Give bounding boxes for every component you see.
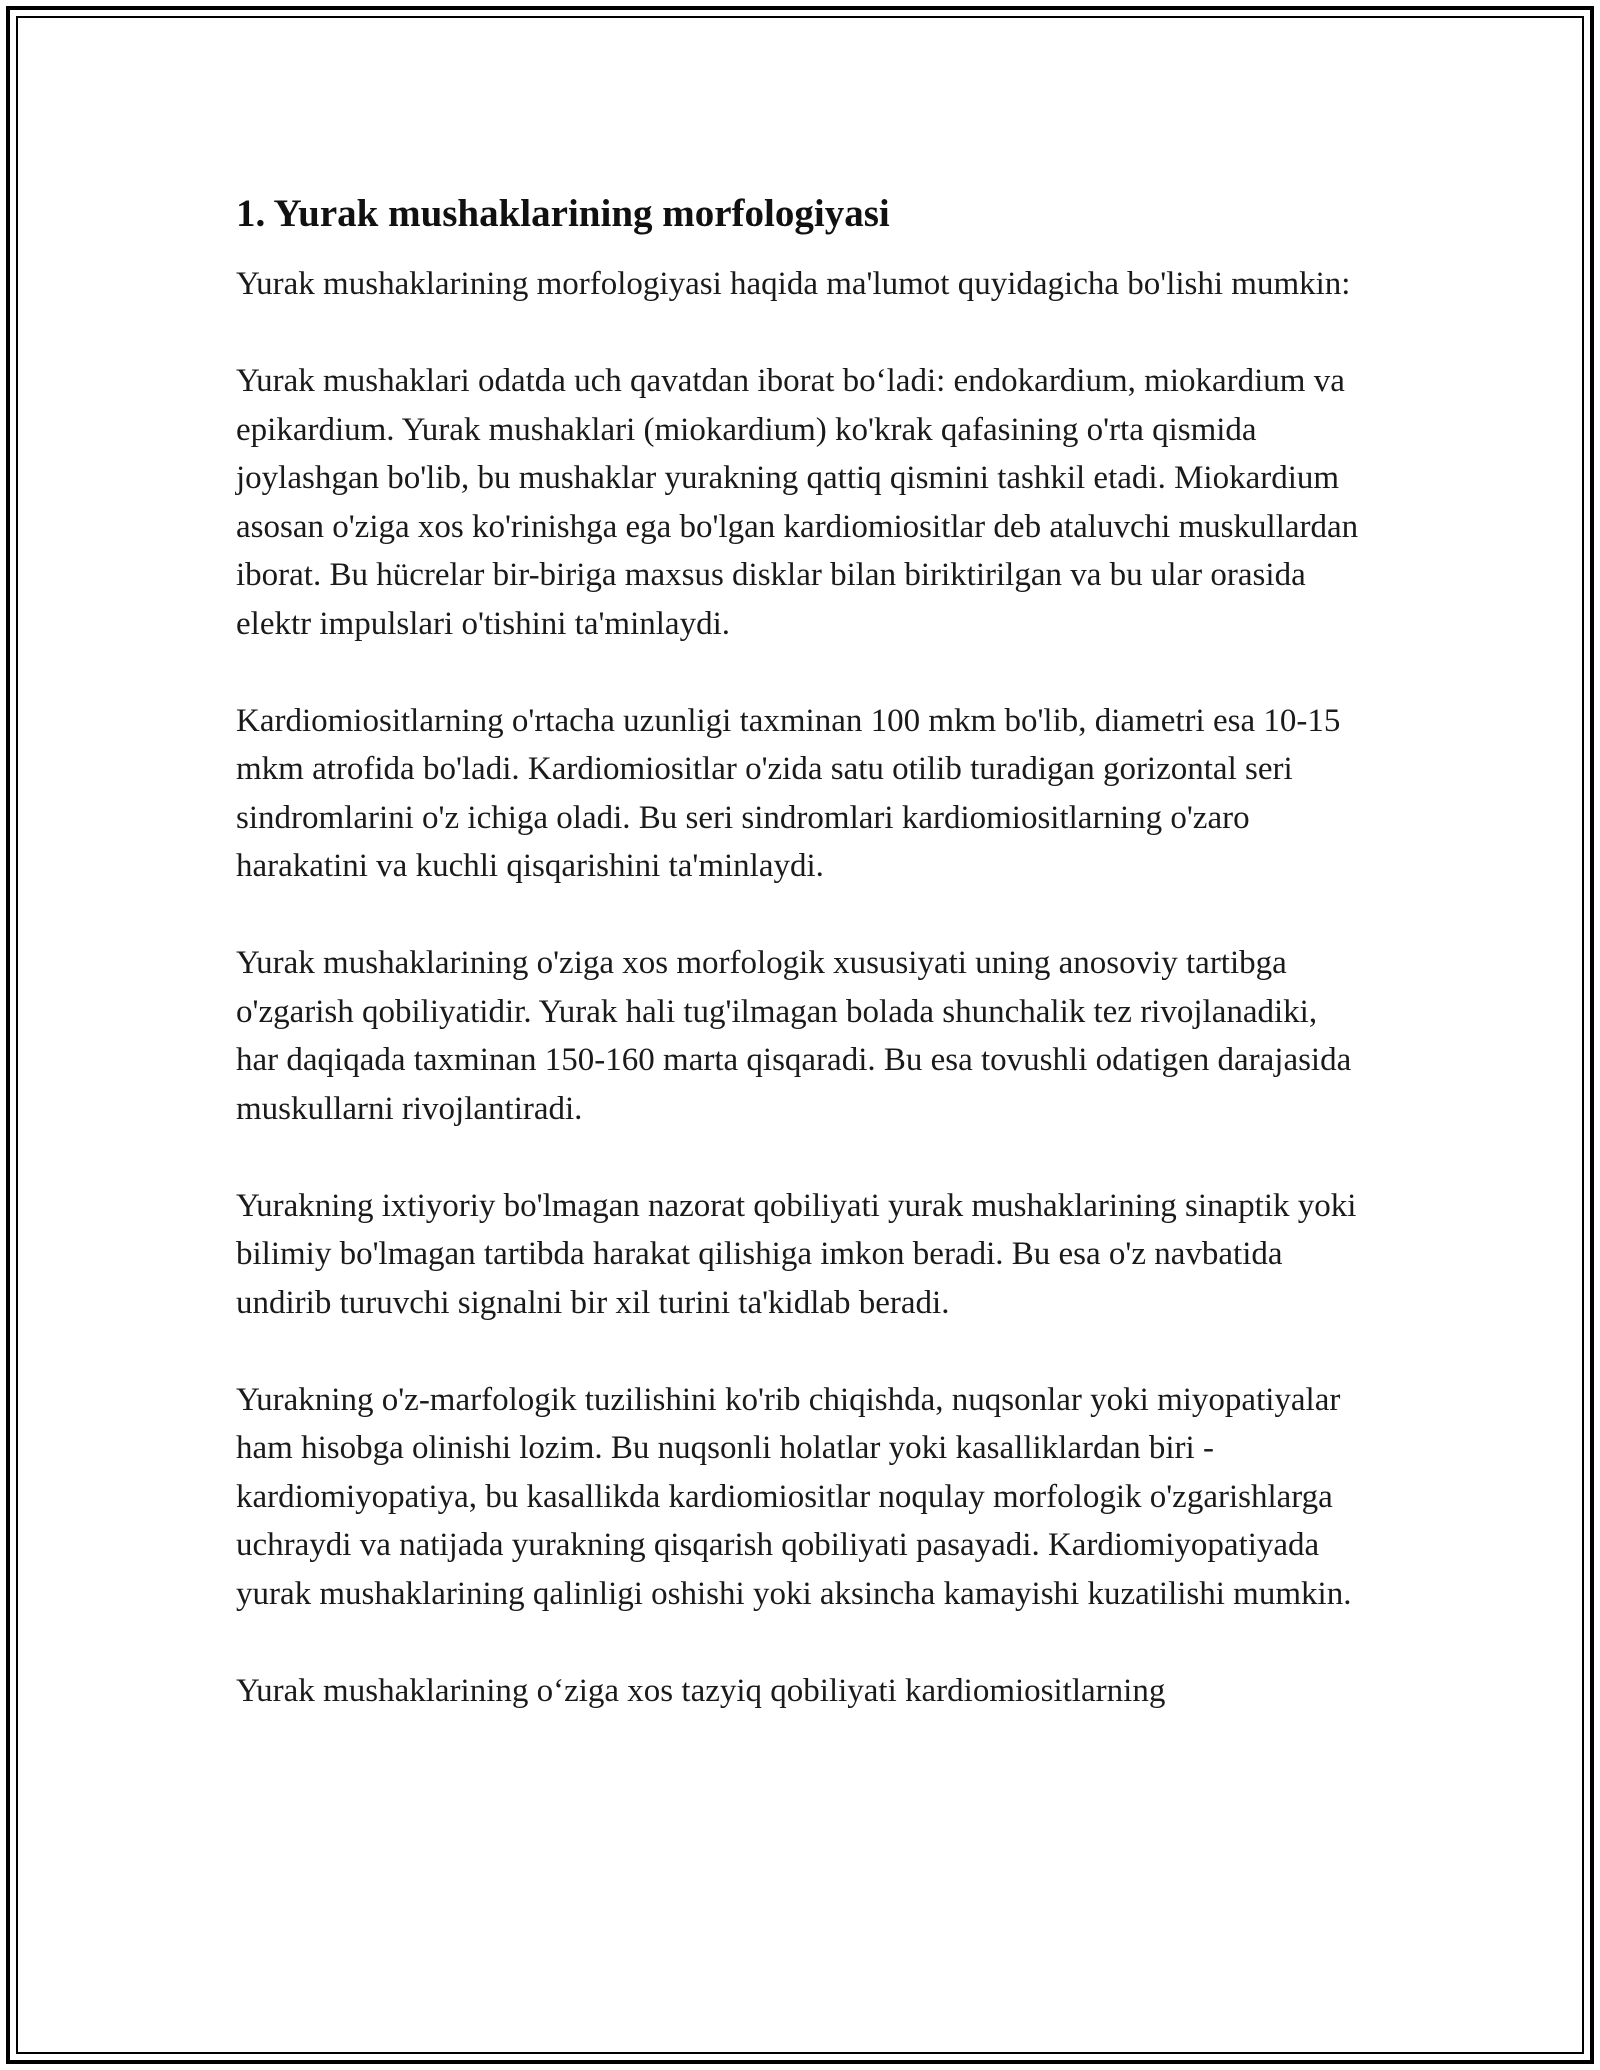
paragraph-defects: Yurakning o'z-marfologik tuzilishini ko'rib chiqishda, nuqsonlar yoki miyopatiyalar ham hisobga olinishi lozim. Bu nuqsonli holatlar yoki kasalliklardan biri - kardiomiyopatiya, bu kasallikda kardiomiositlar noqulay morfologik o'zgarishlarga uchraydi va natijada yurakning qisqarish qobiliyati pasayadi. Kardiomiyopatiyada yurak mushaklarining qalinligi oshishi yoki aksincha kamayishi kuzatilishi mumkin.	[236, 1381, 1352, 1612]
paragraph-control: Yurakning ixtiyoriy bo'lmagan nazorat qobiliyati yurak mushaklarining sinaptik yoki bilimiy bo'lmagan tartibda harakat qilishiga imkon beradi. Bu esa o'z navbatida undirib turuvchi signalni bir xil turini ta'kidlab beradi.	[236, 1187, 1357, 1321]
paragraph-morphology: Yurak mushaklarining o'ziga xos morfologik xususiyati uning anosoviy tartibga o'zgarish qobiliyatidir. Yurak hali tug'ilmagan bolada shunchalik tez rivojlanadiki, har daqiqada taxminan 150-160 marta qisqaradi. Bu esa tovushli odatigen darajasida muskullarni rivojlantiradi.	[236, 945, 1352, 1127]
paragraph-layers: Yurak mushaklari odatda uch qavatdan iborat bo‘ladi: endokardium, miokardium va epikardium. Yurak mushaklari (miokardium) ko'krak qafasining o'rta qismida joylashgan bo'lib, bu mushaklar yurakning qattiq qismini tashkil etadi. Miokardium asosan o'ziga xos ko'rinishga ega bo'lgan kardiomiositlar deb ataluvchi muskullardan iborat. Bu hücrelar bir-biriga maxsus disklar bilan biriktirilgan va bu ular orasida elektr impulslari o'tishini ta'minlaydi.	[236, 363, 1359, 642]
paragraph-intro: Yurak mushaklarining morfologiyasi haqida ma'lumot quyidagicha bo'lishi mumkin:	[236, 266, 1351, 302]
paragraph-pressure: Yurak mushaklarining o‘ziga xos tazyiq qobiliyati kardiomiositlarning	[236, 1672, 1166, 1709]
document-body	[236, 188, 1366, 1764]
section-heading: 1. Yurak mushaklarining morfologiyasi	[236, 192, 890, 235]
paragraph-cardiomyocytes: Kardiomiositlarning o'rtacha uzunligi taxminan 100 mkm bo'lib, diametri esa 10-15 mkm atrofida bo'ladi. Kardiomiositlar o'zida satu otilib turadigan gorizontal seri sindromlarini o'z ichiga oladi. Bu seri sindromlari kardiomiositlarning o'zaro harakatini va kuchli qisqarishini ta'minlaydi.	[236, 702, 1341, 884]
